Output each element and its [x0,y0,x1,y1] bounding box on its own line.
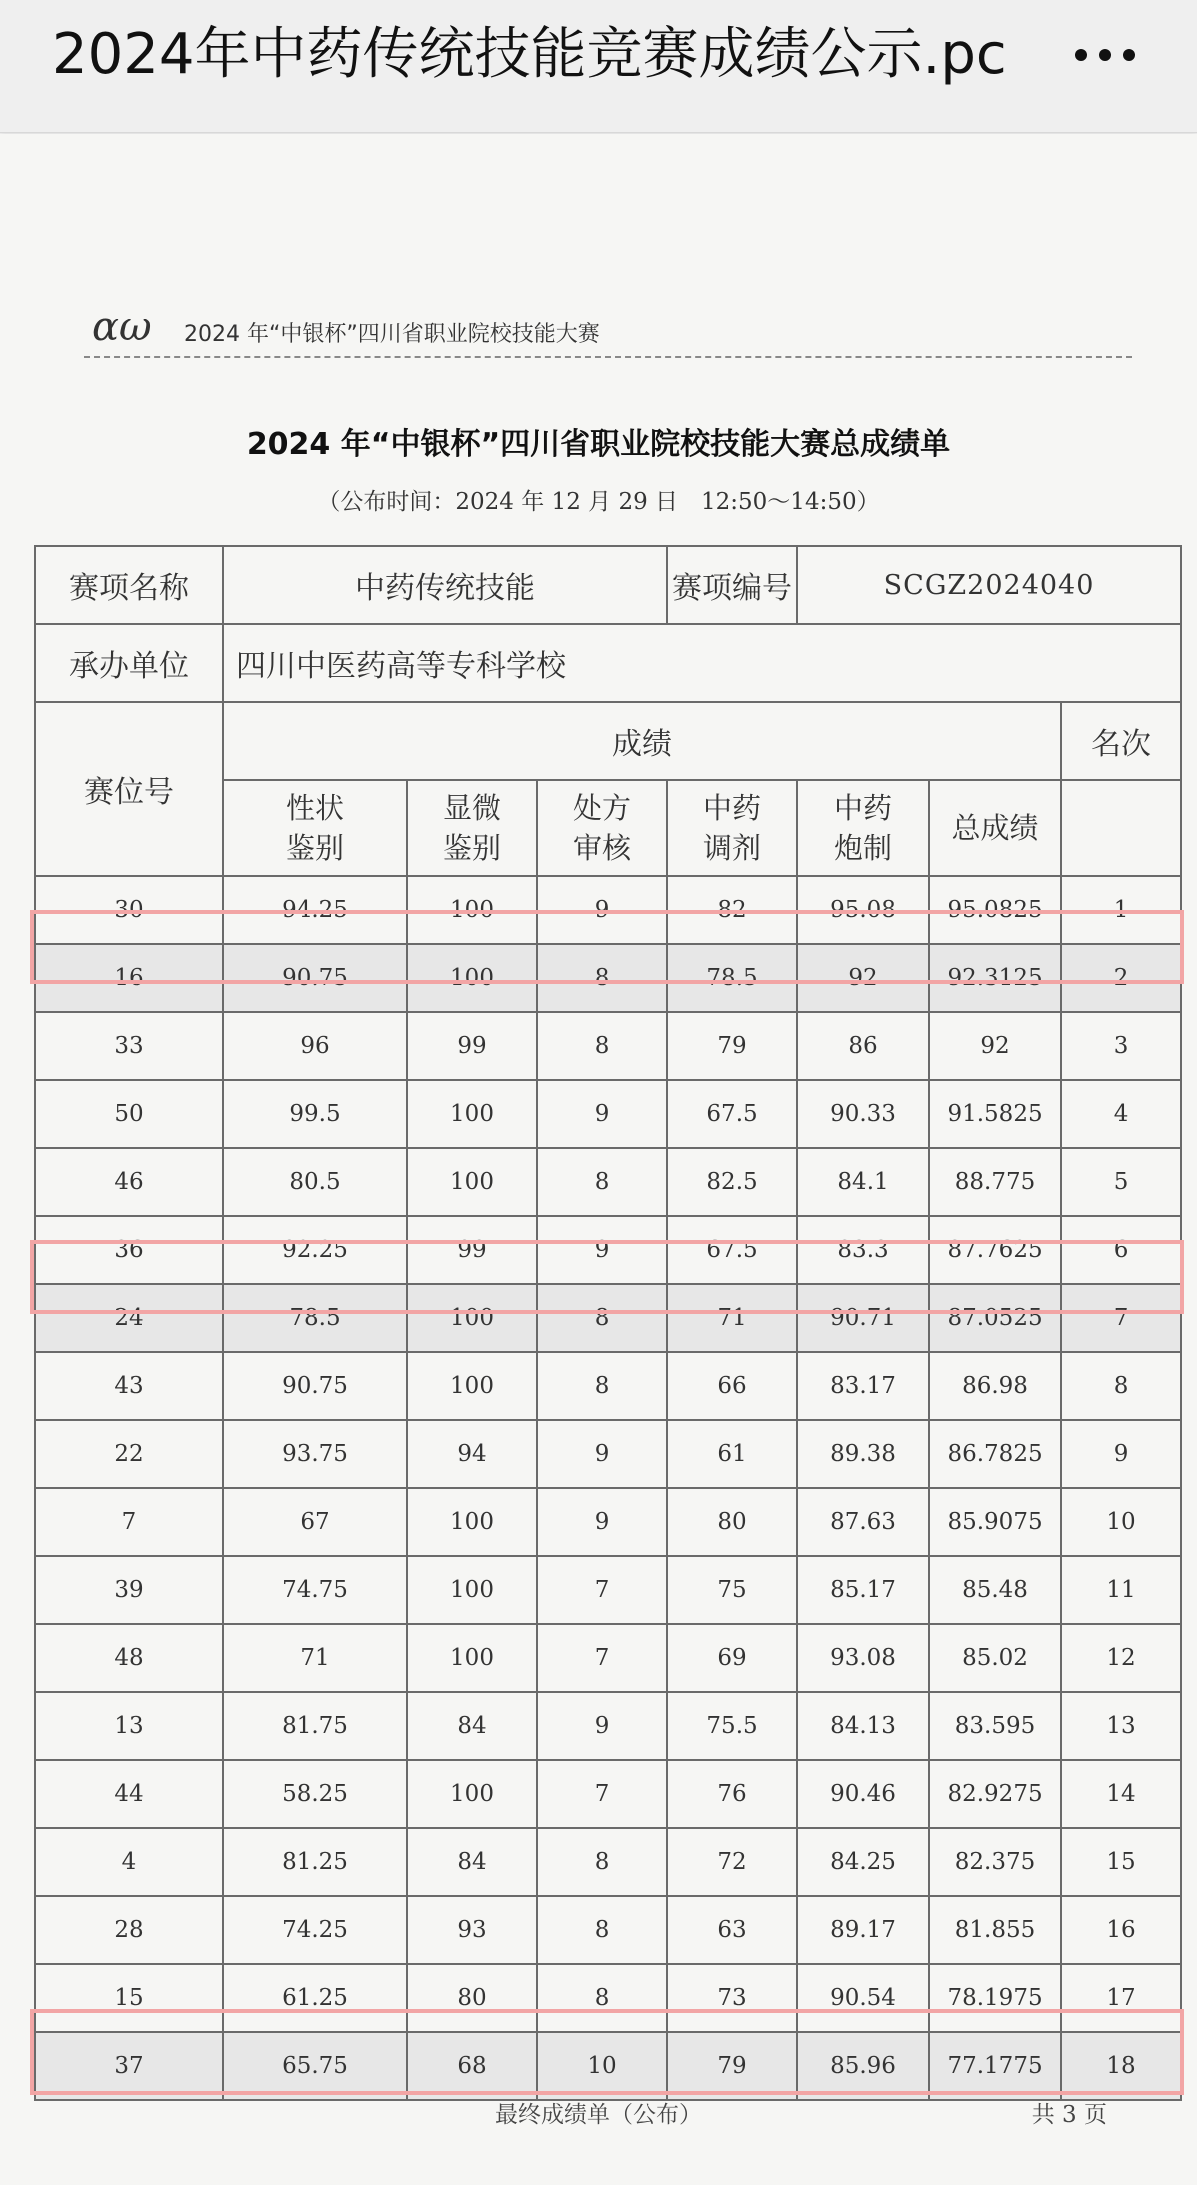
seat-number-cell: 24 [35,1284,223,1352]
total-score-cell: 92.3125 [929,944,1061,1012]
dispensing-cell: 72 [667,1828,797,1896]
more-dot-icon [1075,49,1087,61]
footer-label: 最终成绩单（公布） [495,2102,702,2128]
rank-cell: 14 [1061,1760,1181,1828]
rank-cell: 11 [1061,1556,1181,1624]
total-score-cell: 85.02 [929,1624,1061,1692]
prescription-review-cell: 7 [537,1624,667,1692]
rank-subheader-blank [1061,780,1181,876]
dispensing-cell: 80 [667,1488,797,1556]
prescription-review-cell: 8 [537,1828,667,1896]
processing-cell: 83.17 [797,1352,929,1420]
microscopic-id-cell: 100 [407,1488,537,1556]
dispensing-cell: 78.5 [667,944,797,1012]
rank-cell: 8 [1061,1352,1181,1420]
table-row [35,944,1181,1012]
processing-cell: 90.46 [797,1760,929,1828]
dispensing-cell: 79 [667,1012,797,1080]
score-table [34,545,1182,2101]
processing-cell: 84.25 [797,1828,929,1896]
seat-number-cell: 44 [35,1760,223,1828]
total-score-cell: 92 [929,1012,1061,1080]
prescription-review-cell: 9 [537,1692,667,1760]
prescription-review-cell: 8 [537,1896,667,1964]
microscopic-id-cell: 94 [407,1420,537,1488]
table-row [35,1828,1181,1896]
rank-cell: 12 [1061,1624,1181,1692]
dispensing-cell: 71 [667,1284,797,1352]
appearance-id-cell: 99.5 [223,1080,407,1148]
microscopic-id-cell: 99 [407,1216,537,1284]
table-row [35,1692,1181,1760]
dispensing-cell: 61 [667,1420,797,1488]
rank-cell: 13 [1061,1692,1181,1760]
microscopic-id-cell: 100 [407,1080,537,1148]
microscopic-id-cell: 68 [407,2032,537,2100]
total-score-cell: 95.0825 [929,876,1061,944]
subheader-cell: 处方 审核 [537,780,667,876]
seat-number-cell: 46 [35,1148,223,1216]
table-row [35,1964,1181,2032]
processing-cell: 90.71 [797,1284,929,1352]
dispensing-cell: 63 [667,1896,797,1964]
prescription-review-cell: 8 [537,1284,667,1352]
rank-cell: 1 [1061,876,1181,944]
table-row [35,1420,1181,1488]
microscopic-id-cell: 100 [407,944,537,1012]
processing-cell: 92 [797,944,929,1012]
table-row [35,2032,1181,2100]
report-title: 2024 年“中银杯”四川省职业院校技能大赛总成绩单 [246,427,951,462]
publish-time: （公布时间：2024 年 12 月 29 日 12:50～14:50） [317,489,880,515]
microscopic-id-cell: 84 [407,1828,537,1896]
appearance-id-cell: 67 [223,1488,407,1556]
organizer-name: 四川中医药高等专科学校 [223,624,1181,702]
rank-cell: 3 [1061,1012,1181,1080]
total-score-cell: 83.595 [929,1692,1061,1760]
prescription-review-cell: 9 [537,1216,667,1284]
appearance-id-cell: 93.75 [223,1420,407,1488]
appearance-id-cell: 61.25 [223,1964,407,2032]
seat-number-cell: 22 [35,1420,223,1488]
total-score-cell: 82.9275 [929,1760,1061,1828]
microscopic-id-cell: 100 [407,876,537,944]
document-title: 2024年中药传统技能竞赛成绩公示.pc [52,22,1007,87]
seat-number-cell: 43 [35,1352,223,1420]
appearance-id-cell: 90.75 [223,1352,407,1420]
prescription-review-cell: 9 [537,876,667,944]
score-rows [35,876,1181,2100]
processing-cell: 84.1 [797,1148,929,1216]
seat-number-cell: 4 [35,1828,223,1896]
prescription-review-cell: 10 [537,2032,667,2100]
organizer-label: 承办单位 [35,624,223,702]
rank-cell: 5 [1061,1148,1181,1216]
microscopic-id-cell: 84 [407,1692,537,1760]
prescription-review-cell: 8 [537,944,667,1012]
appearance-id-cell: 74.25 [223,1896,407,1964]
appearance-id-cell: 96 [223,1012,407,1080]
seat-number-cell: 36 [35,1216,223,1284]
microscopic-id-cell: 93 [407,1896,537,1964]
subheader-cell: 显微 鉴别 [407,780,537,876]
processing-cell: 85.96 [797,2032,929,2100]
processing-cell: 85.17 [797,1556,929,1624]
viewer-toolbar [0,0,1197,133]
seat-number-cell: 13 [35,1692,223,1760]
prescription-review-cell: 9 [537,1420,667,1488]
processing-cell: 84.13 [797,1692,929,1760]
event-code: SCGZ2024040 [797,546,1181,624]
dispensing-cell: 69 [667,1624,797,1692]
total-score-cell: 91.5825 [929,1080,1061,1148]
processing-cell: 93.08 [797,1624,929,1692]
table-row [35,1556,1181,1624]
table-row [35,1352,1181,1420]
prescription-review-cell: 9 [537,1080,667,1148]
header-divider [84,356,1132,358]
total-score-cell: 77.1775 [929,2032,1061,2100]
rank-cell: 6 [1061,1216,1181,1284]
total-score-cell: 87.7625 [929,1216,1061,1284]
more-dot-icon [1099,49,1111,61]
processing-cell: 86 [797,1012,929,1080]
prescription-review-cell: 9 [537,1488,667,1556]
scores-header: 成绩 [223,702,1061,780]
dispensing-cell: 73 [667,1964,797,2032]
total-score-cell: 78.1975 [929,1964,1061,2032]
table-row [35,1012,1181,1080]
dispensing-cell: 79 [667,2032,797,2100]
microscopic-id-cell: 99 [407,1012,537,1080]
appearance-id-cell: 71 [223,1624,407,1692]
processing-cell: 90.54 [797,1964,929,2032]
seat-number-cell: 30 [35,876,223,944]
rank-cell: 2 [1061,944,1181,1012]
dispensing-cell: 82.5 [667,1148,797,1216]
event-code-label: 赛项编号 [667,546,797,624]
rank-cell: 16 [1061,1896,1181,1964]
table-row [35,1080,1181,1148]
dispensing-cell: 66 [667,1352,797,1420]
rank-cell: 17 [1061,1964,1181,2032]
appearance-id-cell: 92.25 [223,1216,407,1284]
subheader-cell: 中药 炮制 [797,780,929,876]
appearance-id-cell: 81.75 [223,1692,407,1760]
event-name: 中药传统技能 [223,546,667,624]
table-row [35,1148,1181,1216]
prescription-review-cell: 7 [537,1760,667,1828]
rank-cell: 4 [1061,1080,1181,1148]
total-score-cell: 87.0525 [929,1284,1061,1352]
table-row [35,1760,1181,1828]
appearance-id-cell: 58.25 [223,1760,407,1828]
seat-number-cell: 48 [35,1624,223,1692]
prescription-review-cell: 8 [537,1148,667,1216]
seat-number-cell: 15 [35,1964,223,2032]
appearance-id-cell: 65.75 [223,2032,407,2100]
dispensing-cell: 67.5 [667,1080,797,1148]
total-score-cell: 88.775 [929,1148,1061,1216]
total-score-cell: 82.375 [929,1828,1061,1896]
processing-cell: 89.17 [797,1896,929,1964]
seat-number-cell: 33 [35,1012,223,1080]
seat-number-cell: 7 [35,1488,223,1556]
table-row [35,1896,1181,1964]
rank-cell: 9 [1061,1420,1181,1488]
seat-number-cell: 50 [35,1080,223,1148]
processing-cell: 83.3 [797,1216,929,1284]
more-options-button[interactable] [1055,30,1155,80]
processing-cell: 90.33 [797,1080,929,1148]
rank-cell: 15 [1061,1828,1181,1896]
seat-number-header: 赛位号 [35,702,223,876]
microscopic-id-cell: 80 [407,1964,537,2032]
microscopic-id-cell: 100 [407,1148,537,1216]
microscopic-id-cell: 100 [407,1352,537,1420]
total-score-cell: 86.7825 [929,1420,1061,1488]
subheader-cell: 性状 鉴别 [223,780,407,876]
event-name-label: 赛项名称 [35,546,223,624]
total-score-cell: 85.48 [929,1556,1061,1624]
appearance-id-cell: 78.5 [223,1284,407,1352]
microscopic-id-cell: 100 [407,1624,537,1692]
appearance-id-cell: 94.25 [223,876,407,944]
microscopic-id-cell: 100 [407,1760,537,1828]
page-count: 共 3 页 [1031,2102,1107,2128]
dispensing-cell: 75.5 [667,1692,797,1760]
table-row [35,1624,1181,1692]
page-header-text: 2024 年“中银杯”四川省职业院校技能大赛 [184,322,600,347]
prescription-review-cell: 8 [537,1012,667,1080]
prescription-review-cell: 8 [537,1352,667,1420]
total-score-cell: 81.855 [929,1896,1061,1964]
seat-number-cell: 16 [35,944,223,1012]
total-score-cell: 86.98 [929,1352,1061,1420]
processing-cell: 87.63 [797,1488,929,1556]
contest-logo: αω [92,304,152,350]
dispensing-cell: 82 [667,876,797,944]
dispensing-cell: 67.5 [667,1216,797,1284]
table-row [35,1488,1181,1556]
rank-cell: 10 [1061,1488,1181,1556]
dispensing-cell: 75 [667,1556,797,1624]
table-row [35,876,1181,944]
rank-cell: 18 [1061,2032,1181,2100]
appearance-id-cell: 80.5 [223,1148,407,1216]
appearance-id-cell: 74.75 [223,1556,407,1624]
seat-number-cell: 37 [35,2032,223,2100]
more-dot-icon [1123,49,1135,61]
processing-cell: 95.08 [797,876,929,944]
table-row [35,1284,1181,1352]
subheader-cell: 中药 调剂 [667,780,797,876]
microscopic-id-cell: 100 [407,1556,537,1624]
rank-cell: 7 [1061,1284,1181,1352]
total-score-cell: 85.9075 [929,1488,1061,1556]
seat-number-cell: 39 [35,1556,223,1624]
table-row [35,1216,1181,1284]
appearance-id-cell: 90.75 [223,944,407,1012]
prescription-review-cell: 7 [537,1556,667,1624]
processing-cell: 89.38 [797,1420,929,1488]
seat-number-cell: 28 [35,1896,223,1964]
appearance-id-cell: 81.25 [223,1828,407,1896]
subheader-cell: 总成绩 [929,780,1061,876]
prescription-review-cell: 8 [537,1964,667,2032]
rank-header: 名次 [1061,702,1181,780]
microscopic-id-cell: 100 [407,1284,537,1352]
dispensing-cell: 76 [667,1760,797,1828]
